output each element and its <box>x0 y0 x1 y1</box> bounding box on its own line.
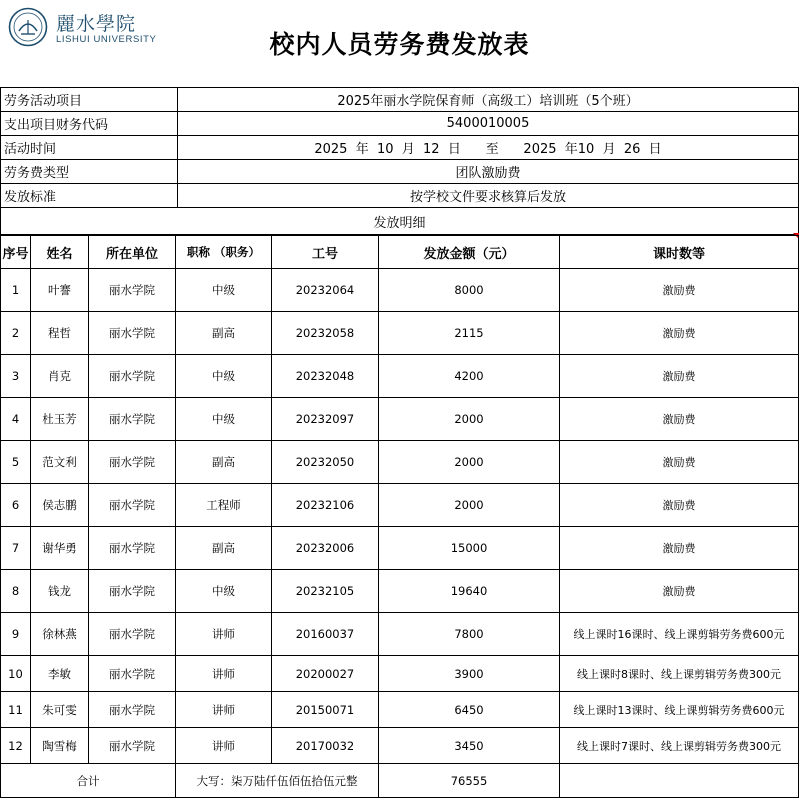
row-amount: 19640 <box>379 570 560 613</box>
row-rank: 副高 <box>176 527 272 570</box>
row-hours: 激励费 <box>560 398 799 441</box>
info-row-activity-time <box>1 136 799 160</box>
row-hours: 激励费 <box>560 441 799 484</box>
row-hours: 线上课时13课时、线上课剪辑劳务费600元 <box>560 692 799 728</box>
row-name: 李敏 <box>31 656 89 692</box>
row-rank: 中级 <box>176 398 272 441</box>
row-name: 陶雪梅 <box>31 728 89 764</box>
row-name: 杜玉芳 <box>31 398 89 441</box>
row-amount: 6450 <box>379 692 560 728</box>
table-row <box>1 269 799 312</box>
row-unit: 丽水学院 <box>89 398 176 441</box>
row-rank: 副高 <box>176 312 272 355</box>
row-unit: 丽水学院 <box>89 527 176 570</box>
row-rank: 工程师 <box>176 484 272 527</box>
row-no: 8 <box>1 570 31 613</box>
row-amount: 2115 <box>379 312 560 355</box>
row-no: 2 <box>1 312 31 355</box>
table-row <box>1 527 799 570</box>
row-staff-id: 20232105 <box>272 570 379 613</box>
row-amount: 15000 <box>379 527 560 570</box>
row-name: 朱可雯 <box>31 692 89 728</box>
row-no: 12 <box>1 728 31 764</box>
row-rank: 讲师 <box>176 613 272 656</box>
row-rank: 中级 <box>176 570 272 613</box>
column-header-name: 姓名 <box>31 236 89 269</box>
row-amount: 7800 <box>379 613 560 656</box>
row-name: 范文利 <box>31 441 89 484</box>
info-value: 2025 年 10 月 12 日 至 2025 年10 月 26 日 <box>178 136 799 160</box>
table-row <box>1 613 799 656</box>
info-label: 劳务活动项目 <box>1 88 178 112</box>
row-amount: 8000 <box>379 269 560 312</box>
row-no: 6 <box>1 484 31 527</box>
row-staff-id: 20160037 <box>272 613 379 656</box>
row-staff-id: 20200027 <box>272 656 379 692</box>
total-uppercase: 大写：柒万陆仟伍佰伍拾伍元整 <box>176 764 379 798</box>
row-hours: 线上课时8课时、线上课剪辑劳务费300元 <box>560 656 799 692</box>
column-header-hours: 课时数等 <box>560 236 799 269</box>
row-name: 肖克 <box>31 355 89 398</box>
info-row-fee-type <box>1 160 799 184</box>
row-no: 1 <box>1 269 31 312</box>
detail-section-title: 发放明细 <box>1 208 799 235</box>
row-hours: 线上课时7课时、线上课剪辑劳务费300元 <box>560 728 799 764</box>
row-unit: 丽水学院 <box>89 484 176 527</box>
row-no: 9 <box>1 613 31 656</box>
row-unit: 丽水学院 <box>89 312 176 355</box>
table-row <box>1 398 799 441</box>
row-staff-id: 20232050 <box>272 441 379 484</box>
column-header-unit: 所在单位 <box>89 236 176 269</box>
row-hours: 激励费 <box>560 484 799 527</box>
row-rank: 讲师 <box>176 692 272 728</box>
row-no: 7 <box>1 527 31 570</box>
row-staff-id: 20150071 <box>272 692 379 728</box>
info-row-standard <box>1 184 799 208</box>
row-amount: 2000 <box>379 398 560 441</box>
row-unit: 丽水学院 <box>89 728 176 764</box>
table-row <box>1 484 799 527</box>
column-header-amount: 发放金额（元） <box>379 236 560 269</box>
row-name: 谢华勇 <box>31 527 89 570</box>
row-staff-id: 20232064 <box>272 269 379 312</box>
row-amount: 2000 <box>379 441 560 484</box>
row-staff-id: 20232006 <box>272 527 379 570</box>
row-hours: 激励费 <box>560 570 799 613</box>
row-no: 5 <box>1 441 31 484</box>
page-title: 校内人员劳务费发放表 <box>269 30 530 59</box>
row-rank: 中级 <box>176 355 272 398</box>
row-amount: 4200 <box>379 355 560 398</box>
row-staff-id: 20232106 <box>272 484 379 527</box>
info-value: 按学校文件要求核算后发放 <box>178 184 799 208</box>
row-unit: 丽水学院 <box>89 355 176 398</box>
row-hours: 激励费 <box>560 312 799 355</box>
logo-english-name: LISHUI UNIVERSITY <box>56 34 157 45</box>
info-row-finance-code <box>1 112 799 136</box>
row-amount: 3450 <box>379 728 560 764</box>
column-header-rank: 职称 （职务） <box>176 236 272 269</box>
info-label: 活动时间 <box>1 136 178 160</box>
row-staff-id: 20232048 <box>272 355 379 398</box>
row-staff-id: 20232097 <box>272 398 379 441</box>
info-label: 支出项目财务代码 <box>1 112 178 136</box>
row-rank: 副高 <box>176 441 272 484</box>
row-name: 钱龙 <box>31 570 89 613</box>
total-hours-empty <box>560 764 799 798</box>
table-row <box>1 656 799 692</box>
row-amount: 2000 <box>379 484 560 527</box>
info-value: 团队激励费 <box>178 160 799 184</box>
row-amount: 3900 <box>379 656 560 692</box>
info-value: 2025年丽水学院保育师（高级工）培训班（5个班） <box>178 88 799 112</box>
row-name: 程哲 <box>31 312 89 355</box>
row-hours: 线上课时16课时、线上课剪辑劳务费600元 <box>560 613 799 656</box>
table-body <box>1 269 799 764</box>
row-hours: 激励费 <box>560 269 799 312</box>
row-no: 3 <box>1 355 31 398</box>
logo-chinese-name: 麗水學院 <box>56 13 137 35</box>
table-row <box>1 441 799 484</box>
row-name: 叶謇 <box>31 269 89 312</box>
info-label: 劳务费类型 <box>1 160 178 184</box>
row-staff-id: 20232058 <box>272 312 379 355</box>
row-unit: 丽水学院 <box>89 441 176 484</box>
row-no: 10 <box>1 656 31 692</box>
row-no: 11 <box>1 692 31 728</box>
table-header-row <box>1 236 799 269</box>
column-header-no: 序号 <box>1 236 31 269</box>
row-rank: 中级 <box>176 269 272 312</box>
table-row <box>1 728 799 764</box>
table-row <box>1 312 799 355</box>
row-unit: 丽水学院 <box>89 570 176 613</box>
row-name: 徐林燕 <box>31 613 89 656</box>
column-header-staff-id: 工号 <box>272 236 379 269</box>
info-value: 5400010005 <box>178 112 799 136</box>
row-unit: 丽水学院 <box>89 692 176 728</box>
activity-info-table <box>0 87 799 235</box>
info-row-project <box>1 88 799 112</box>
total-amount: 76555 <box>379 764 560 798</box>
table-row <box>1 570 799 613</box>
total-row <box>1 764 799 798</box>
row-name: 侯志鹏 <box>31 484 89 527</box>
row-unit: 丽水学院 <box>89 613 176 656</box>
row-staff-id: 20170032 <box>272 728 379 764</box>
row-unit: 丽水学院 <box>89 269 176 312</box>
payment-detail-table <box>0 235 799 798</box>
table-row <box>1 692 799 728</box>
row-rank: 讲师 <box>176 728 272 764</box>
total-label: 合计 <box>1 764 176 798</box>
row-rank: 讲师 <box>176 656 272 692</box>
table-row <box>1 355 799 398</box>
row-hours: 激励费 <box>560 355 799 398</box>
info-label: 发放标准 <box>1 184 178 208</box>
row-hours: 激励费 <box>560 527 799 570</box>
row-unit: 丽水学院 <box>89 656 176 692</box>
detail-section-header <box>1 208 799 235</box>
row-no: 4 <box>1 398 31 441</box>
